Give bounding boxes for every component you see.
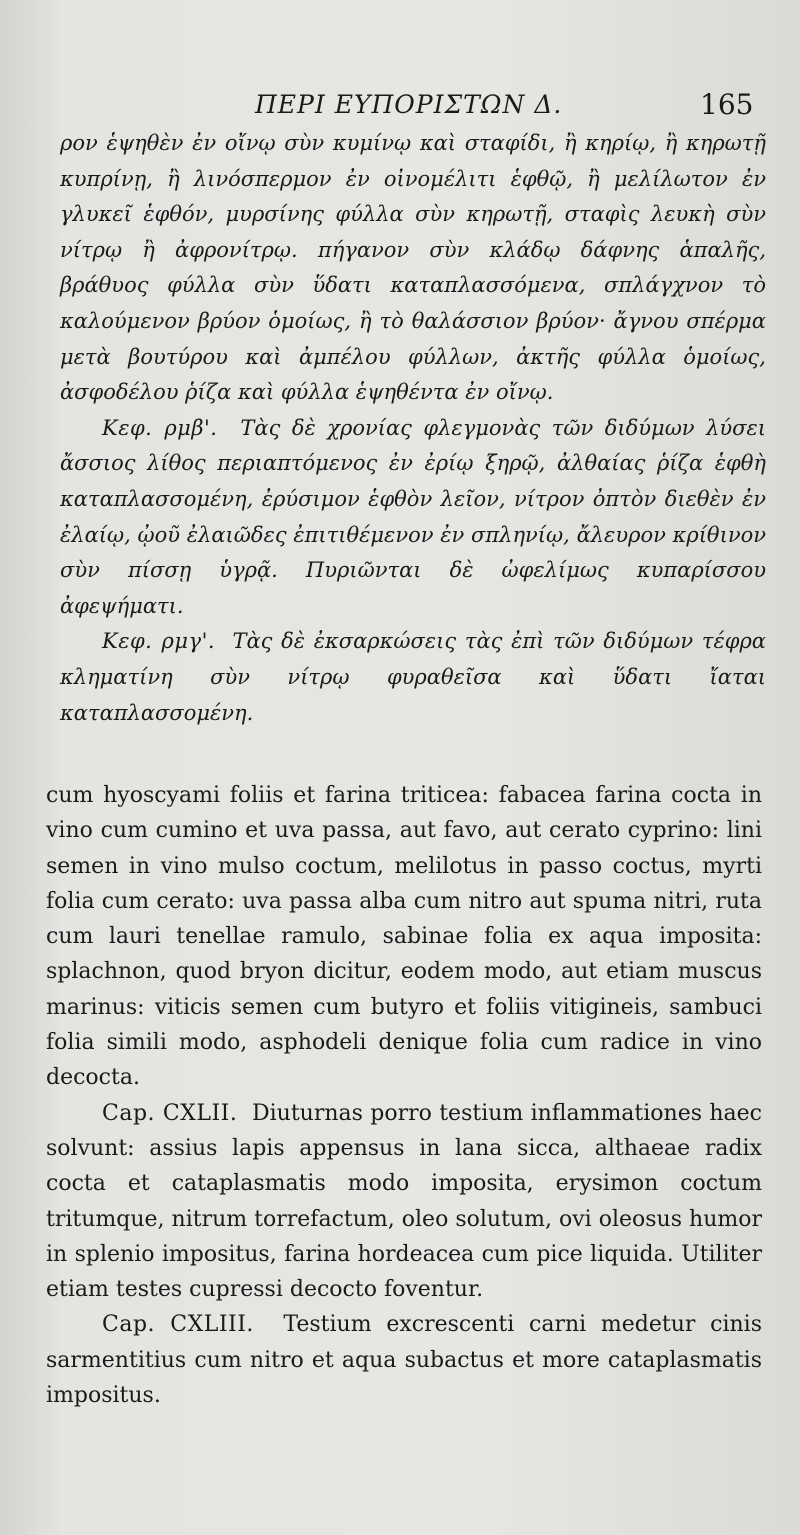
greek-chapter-143 <box>60 624 766 731</box>
greek-paragraph <box>60 126 766 411</box>
chapter-heading: Κεφ. ρμβ'. <box>102 415 218 440</box>
greek-chapter-142 <box>60 411 766 625</box>
page-number: 165 <box>700 88 754 121</box>
greek-text <box>60 126 766 731</box>
page-header <box>0 84 800 124</box>
latin-chapter-142 <box>46 1096 762 1308</box>
greek-paragraph-text: ρον ἑψηθὲν ἐν οἴνῳ σὺν κυμίνῳ καὶ σταφίδι, ἢ κηρίῳ, ἢ κηρωτῇ κυπρίνῃ, ἢ λινόσπερμον ἐν οἰνομέλιτι ἑφθῷ, ἢ μελίλωτον ἐν γλυκεῖ ἑφθόν, μυρσίνης φύλλα σὺν κηρωτῇ, σταφὶς λευκὴ σὺν νίτρῳ ἢ ἀφρονίτρῳ. πήγανον σὺν κλάδῳ δάφνης ἁπαλῆς, βράθυος φύλλα σὺν ὕδατι καταπλασσόμενα, σπλάγχνον τὸ καλούμενον βρύον ὁμοίως, ἢ τὸ θαλάσσιον βρύον· ἄγνου σπέρμα μετὰ βουτύρου καὶ ἀμπέλου φύλλων, ἀκτῆς φύλλα ὁμοίως, ἀσφοδέλου ῥίζα καὶ φύλλα ἑψηθέντα ἐν οἴνῳ. <box>60 131 766 405</box>
greek-paragraph-text: Τὰς δὲ χρονίας φλεγμονὰς τῶν διδύμων λύσει ἄσσιος λίθος περιαπτόμενος ἐν ἐρίῳ ξηρῷ, ἀλθαίας ῥίζα ἑφθὴ καταπλασσομένη, ἐρύσιμον ἑφθὸν λεῖον, νίτρον ὀπτὸν διεθὲν ἐν ἐλαίῳ, ᾠοῦ ἐλαιῶδες ἐπιτιθέμενον ἐν σπληνίῳ, ἄλευρον κρίθινον σὺν πίσσῃ ὑγρᾷ. Πυριῶνται δὲ ὠφελίμως κυπαρίσσου ἀφεψήματι. <box>60 415 766 618</box>
running-title: ΠΕΡΙ ΕΥΠΟΡΙΣΤΩΝ Δ. <box>255 90 563 119</box>
latin-paragraph-text: Diuturnas porro testium inflammationes haec solvunt: assius lapis appensus in lana sicca, althaeae radix cocta et cataplasmatis modo imposita, erysimon coctum tritumque, nitrum torrefactum, oleo solutum, ovi oleosus humor in splenio impositus, farina hordeacea cum pice liquida. Utiliter etiam testes cupressi decocto foventur. <box>46 1100 762 1303</box>
greek-paragraph-text: Τὰς δὲ ἐκσαρκώσεις τὰς ἐπὶ τῶν διδύμων τέφρα κληματίνη σὺν νίτρῳ φυραθεῖσα καὶ ὕδατι ἴαται καταπλασσομένη. <box>60 629 766 725</box>
latin-text <box>46 778 762 1413</box>
chapter-heading: Cap. CXLII. <box>102 1100 238 1126</box>
latin-chapter-143 <box>46 1307 762 1413</box>
latin-paragraph <box>46 778 762 1096</box>
chapter-heading: Cap. CXLIII. <box>102 1312 254 1338</box>
latin-paragraph-text: cum hyoscyami foliis et farina triticea: fabacea farina cocta in vino cum cumino et uva passa, aut favo, aut cerato cyprino: lini semen in vino mulso coctum, melilotus in passo coctus, myrti folia cum cerato: uva passa alba cum nitro aut spuma nitri, ruta cum lauri tenellae ramulo, sabinae folia ex aqua imposita: splachnon, quod bryon dicitur, eodem modo, aut etiam muscus marinus: viticis semen cum butyro et foliis vitigineis, sambuci folia simili modo, asphodeli denique folia cum radice in vino decocta. <box>46 783 762 1091</box>
latin-paragraph-text: Testium excrescenti carni medetur cinis sarmentitius cum nitro et aqua subactus et more cataplasmatis impositus. <box>46 1312 762 1409</box>
chapter-heading: Κεφ. ρμγ'. <box>102 629 216 654</box>
